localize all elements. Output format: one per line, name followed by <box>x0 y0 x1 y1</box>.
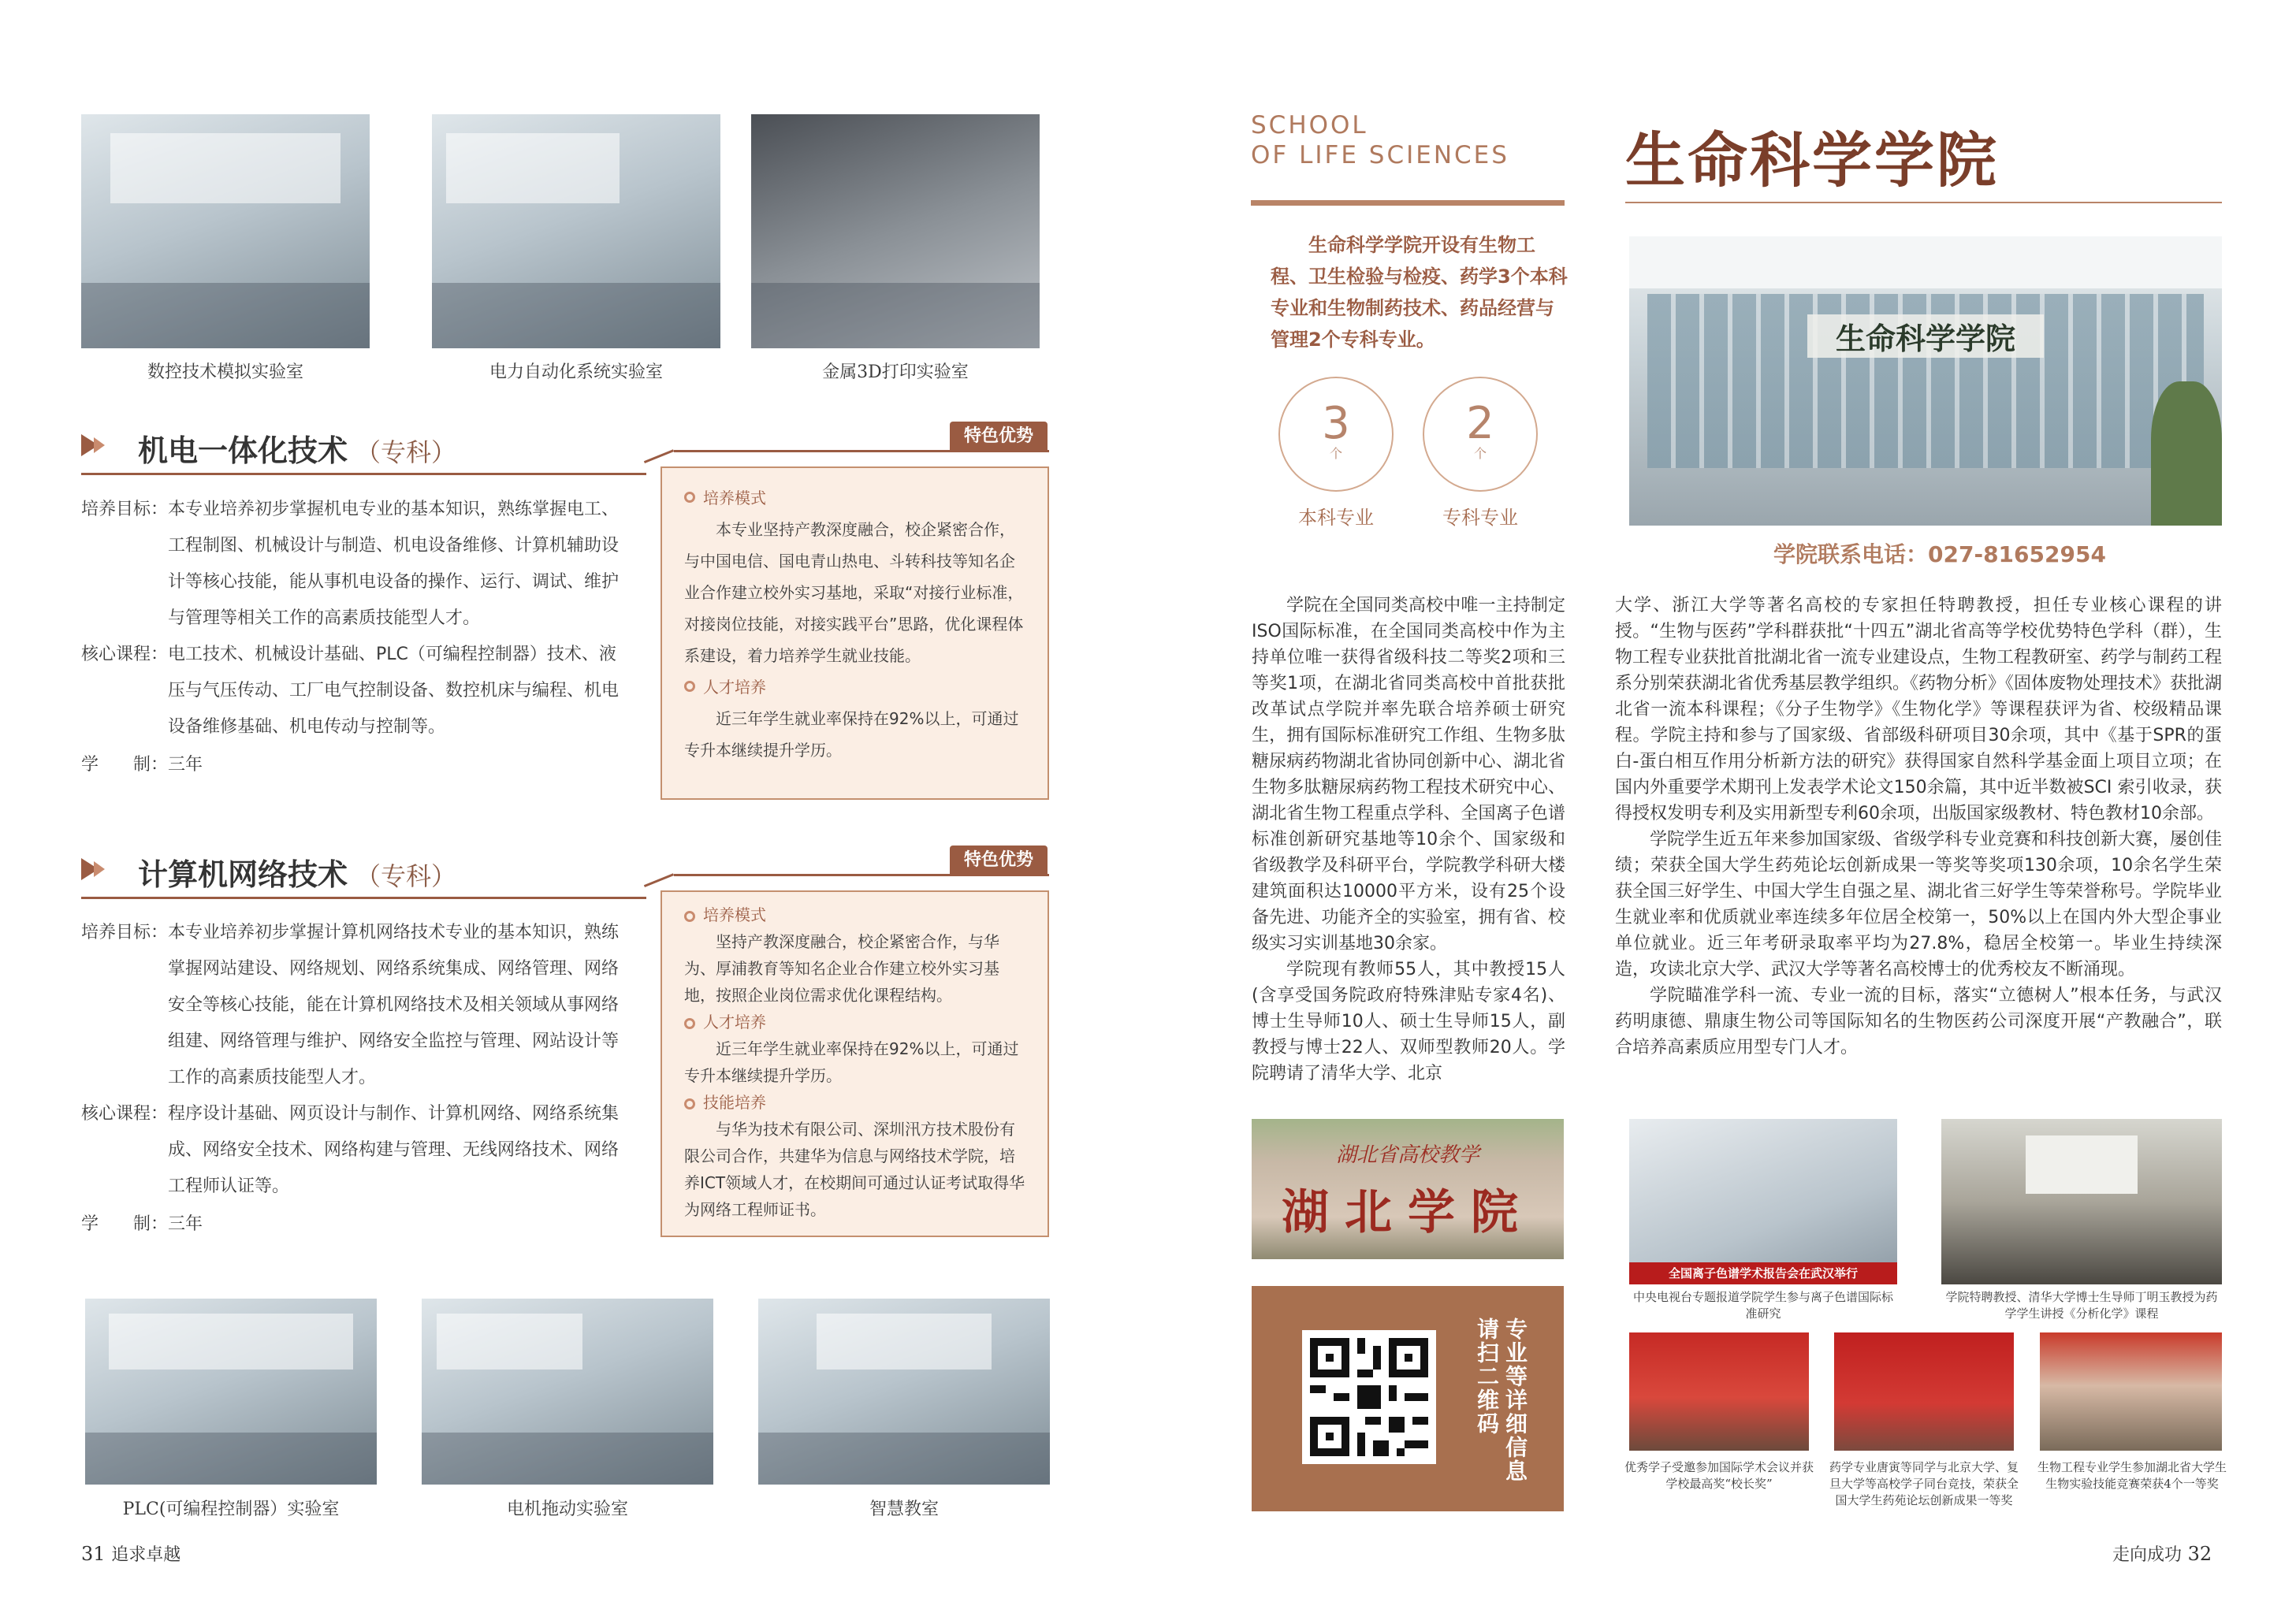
photo-smart-classroom <box>758 1299 1050 1485</box>
body-column: 大学、浙江大学等著名高校的专家担任特聘教授，担任专业核心课程的讲授。“生物与医药”学科群获批“十四五”湖北省高等学校优势特色学科（群），生物工程专业获批首批湖北省一流专业建设点，生物工程教研室、药学与制药工程系分别荣获湖北省优秀基层教学组织。《药物分析》《固体废物处理技术》获批湖北省一流本科课程；《分子生物学》《生物化学》等课程获评为省、校级精品课程。学院主持和参与了国家级、省部级科研项目30余项，其中《基于SPR的蛋白-蛋白相互作用分析新方法的研究》获得国家自然科学基金面上项目立项；在国内外重要学术期刊上发表学术论文150余篇，其中近半数被SCI 索引收录，获得授权发明专利及实用新型专利60余项，出版国家级教材、特色教材10余部。 学院学生近五年来参加国家级、省级学科专业竞赛和科技创新大赛，屡创佳绩；荣获全国大学生药苑论坛创新成果一等奖等奖项130余项，10余名学生荣获全国三好学生、中国大学生自强之星、湖北省三好学生等荣誉称号。学院毕业生就业率和优质就业率连续多年位居全校第一，50%以上在国内外大型企事业单位就业。近三年考研录取率平均为27.8%，稳居全校第一。毕业生持续深造，攻读北京大学、武汉大学等著名高校博士的优秀校友不断涌现。 学院瞄准学科一流、专业一流的目标，落实“立德树人”根本任务，与武汉药明康德、鼎康生物公司等国际知名的生物医药公司深度开展“产教融合”，联合培养高素质应用型专门人才。 <box>1615 596 2223 1057</box>
caption-award-2: 药学专业唐寅等同学与北京大学、复旦大学等高校学子同台竞技，荣获全国大学生药苑论坛创新成果一等奖 <box>1829 1460 2019 1507</box>
section-divider <box>81 473 646 475</box>
photo-3d-print-lab <box>751 114 1040 348</box>
feature-badge: 特色优势 <box>950 422 1048 452</box>
feature-box <box>661 890 1049 1237</box>
feature-heading: 人才培养 <box>684 1009 1030 1035</box>
photo-power-lab <box>432 114 720 348</box>
photo-lecture <box>1941 1119 2222 1284</box>
section-divider <box>644 449 674 463</box>
page-number: 31 追求卓越 <box>81 1543 181 1565</box>
page-number: 走向成功 32 <box>2112 1543 2212 1565</box>
section-arrow-icon <box>94 437 105 453</box>
section-divider <box>81 897 646 899</box>
caption-award-1: 优秀学子受邀参加国际学术会议并获学校最高奖“校长奖” <box>1624 1460 1814 1491</box>
feature-text: 近三年学生就业率保持在92%以上，可通过专升本继续提升学历。 <box>684 709 1019 760</box>
section-arrow-icon <box>94 861 105 877</box>
feature-heading: 人才培养 <box>684 671 1030 703</box>
program-info: 培养目标： 本专业培养初步掌握计算机网络技术专业的基本知识，熟练掌握网站建设、网络规划、网络系统集成、网络管理、网络安全等核心技能，能在计算机网络技术及相关领域从事网络组建、网络管理与维护、网络安全监控与管理、网站设计等工作的高素质技能型人才。 核心课程： 程序设计基础、网页设计与制作、计算机网络、网络系统集成、网络安全技术、网络构建与管理、无线网络技术、网络工程师认证等。 学 制： 三年 <box>81 923 620 1234</box>
title-divider <box>1251 200 1565 206</box>
stat-label: 本科专业 <box>1298 507 1374 529</box>
building-sign: 生命科学学院 <box>1807 314 2045 358</box>
caption-smart-classroom: 智慧教室 <box>869 1500 939 1519</box>
stat-circle: 2 个 <box>1423 377 1538 492</box>
photo-cnc-lab <box>81 114 370 348</box>
photo-building <box>1629 236 2222 526</box>
feature-badge: 特色优势 <box>950 846 1048 875</box>
qr-text: 专业等详细信息请扫二维码 <box>1474 1318 1528 1483</box>
contact-phone: 学院联系电话：027-81652954 <box>1773 541 2106 567</box>
feature-box <box>661 466 1049 800</box>
qr-code-icon <box>1302 1330 1436 1464</box>
title-divider <box>1625 202 2222 203</box>
stone-text-big: 湖北学院 <box>1281 1185 1534 1241</box>
photo-plc-lab <box>85 1299 377 1485</box>
photo-cctv-report <box>1629 1119 1897 1284</box>
photo-award-2 <box>1834 1332 2014 1451</box>
caption-award-3: 生物工程专业学生参加湖北省大学生生物实验技能竞赛荣获4个一等奖 <box>2037 1460 2227 1491</box>
section-title: 计算机网络技术 （专科） <box>138 857 457 892</box>
caption-motor-lab: 电机拖动实验室 <box>506 1500 628 1519</box>
photo-banner: 全国离子色谱学术报告会在武汉举行 <box>1629 1262 1897 1284</box>
caption-cctv-report: 中央电视台专题报道学院学生参与离子色谱国际标准研究 <box>1632 1290 1893 1321</box>
page-title: 生命科学学院 <box>1625 125 1999 195</box>
stat-circle: 3 个 <box>1278 377 1394 492</box>
caption-plc-lab: PLC(可编程控制器）实验室 <box>122 1500 340 1519</box>
feature-text: 本专业坚持产教深度融合，校企紧密合作，与中国电信、国电青山热电、斗转科技等知名企业合作建立校外实习基地，采取“对接行业标准，对接岗位技能，对接实践平台”思路，优化课程体系建设，着力培养学生就业技能。 <box>684 520 1024 665</box>
caption-3d-print-lab: 金属3D打印实验室 <box>822 362 969 382</box>
section-title: 机电一体化技术 （专科） <box>138 433 457 468</box>
section-divider <box>644 873 674 887</box>
feature-heading: 技能培养 <box>684 1089 1030 1116</box>
feature-text: 与华为技术有限公司、深圳汛方技术股份有限公司合作，共建华为信息与网络技术学院，培养ICT领域人才，在校期间可通过认证考试取得华为网络工程师证书。 <box>684 1120 1025 1219</box>
photo-motor-lab <box>422 1299 713 1485</box>
photo-stone <box>1252 1119 1564 1259</box>
body-column: 学院在全国同类高校中唯一主持制定ISO国际标准，在全国同类高校中作为主持单位唯一获得省级科技二等奖2项和三等奖1项，在湖北省同类高校中首批获批改革试点学院并率先联合培养硕士研究生，拥有国际标准研究工作组、生物多肽糖尿病药物湖北省协同创新中心、湖北省生物多肽糖尿病药物工程技术研究中心、湖北省生物工程重点学科、全国离子色谱标准创新研究基地等10余个、国家级和省级教学及科研平台，学院教学科研大楼建筑面积达10000平方米，设有25个设备先进、功能齐全的实验室，拥有省、校级实习实训基地30余家。 学院现有教师55人，其中教授15人(含享受国务院政府特殊津贴专家4名)、博士生导师10人、硕士生导师15人，副教授与博士22人、双师型教师20人。学院聘请了清华大学、北京 <box>1252 596 1565 1083</box>
photo-award-1 <box>1629 1332 1809 1451</box>
intro-text: 生命科学学院开设有生物工程、卫生检验与检疫、药学3个本科专业和生物制药技术、药品经营与管理2个专科专业。 <box>1271 234 1568 351</box>
feature-heading: 培养模式 <box>684 482 1030 514</box>
feature-text: 近三年学生就业率保持在92%以上，可通过专升本继续提升学历。 <box>684 1039 1019 1085</box>
qr-code[interactable] <box>1302 1330 1436 1464</box>
english-title: SCHOOL OF LIFE SCIENCES <box>1251 111 1509 169</box>
caption-cnc-lab: 数控技术模拟实验室 <box>147 362 303 382</box>
feature-heading: 培养模式 <box>684 901 1030 928</box>
caption-power-lab: 电力自动化系统实验室 <box>489 362 663 382</box>
stat-label: 专科专业 <box>1442 507 1518 529</box>
photo-award-3 <box>2040 1332 2222 1451</box>
program-info: 培养目标： 本专业培养初步掌握机电专业的基本知识，熟练掌握电工、工程制图、机械设计与制造、机电设备维修、计算机辅助设计等核心技能，能从事机电设备的操作、运行、调试、维护与管理等相关工作的高素质技能型人才。 核心课程： 电工技术、机械设计基础、PLC（可编程控制器）技术、液压与气压传动、工厂电气控制设备、数控机床与编程、机电设备维修基础、机电传动与控制等。 学 制： 三年 <box>81 500 620 775</box>
feature-text: 坚持产教深度融合，校企紧密合作，与华为、厚浦教育等知名企业合作建立校外实习基地，按照企业岗位需求优化课程结构。 <box>684 932 999 1005</box>
stone-text-top: 湖北省高校教学 <box>1335 1143 1479 1167</box>
caption-lecture: 学院特聘教授、清华大学博士生导师丁明玉教授为药学学生讲授《分析化学》课程 <box>1945 1290 2218 1321</box>
qr-panel <box>1252 1286 1564 1511</box>
